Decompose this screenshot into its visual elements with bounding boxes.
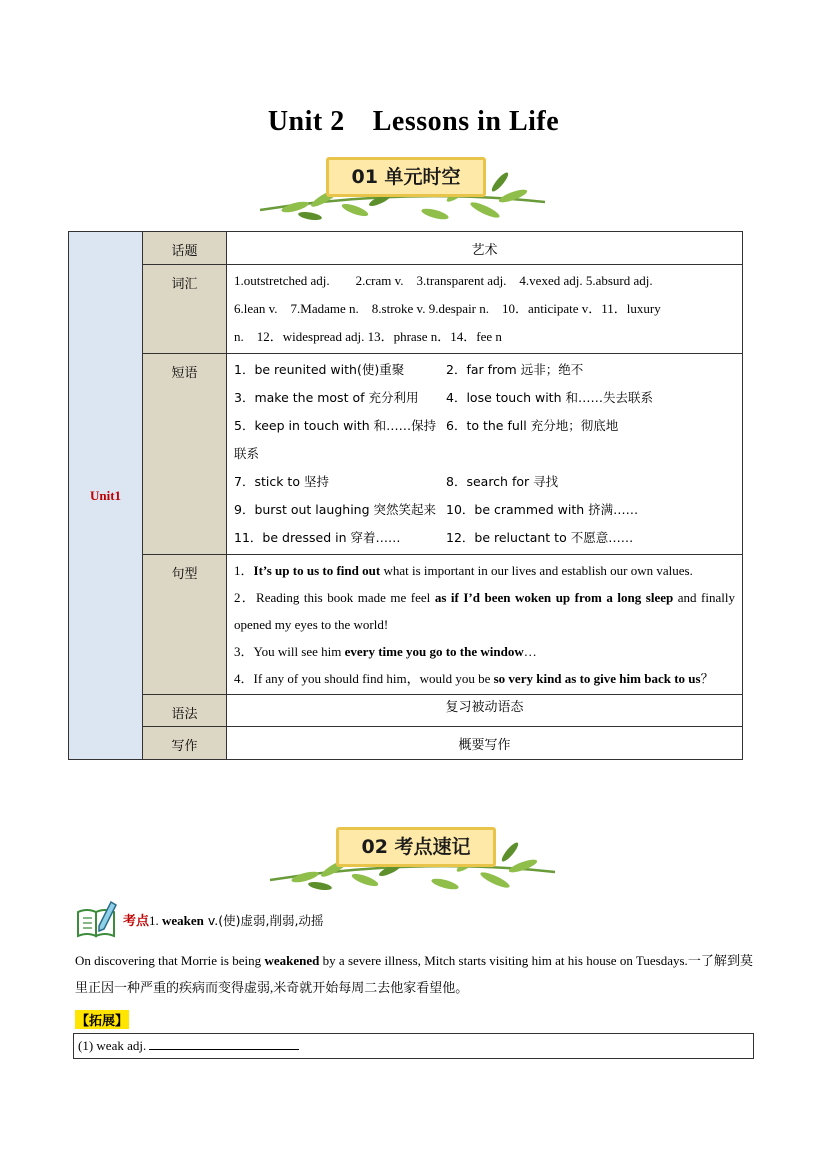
sentence-1: 1．It’s up to us to find out what is important in our lives and establish our own values. xyxy=(234,563,693,578)
example-sentence: On discovering that Morrie is being weakened by a severe illness, Mitch starts visiting him at his house on Tuesdays.一了解到莫里正因一种严重的疾病而变得虚弱,米奇就开始每周二去他家看望他。 xyxy=(75,953,753,995)
unit-overview-table xyxy=(68,231,743,760)
category-writing: 写作 xyxy=(143,727,227,760)
sentence-3: 3．You will see him every time you go to the window… xyxy=(234,644,537,659)
phrase-row: 5．keep in touch with 和……保持联系 6．to the full 充分地；彻底地 xyxy=(234,418,619,461)
phrase-row: 1．be reunited with(使)重聚 2．far from 远非；绝不 xyxy=(234,362,584,377)
extension-item: (1) weak adj. xyxy=(78,1038,150,1053)
extension-label: 【拓展】 xyxy=(75,1010,129,1029)
phrase-row: 7．stick to 坚持 8．search for 寻找 xyxy=(234,474,559,489)
vocab-content xyxy=(227,265,743,354)
phrases-content xyxy=(227,354,743,555)
key-point-heading: 考点1. weaken v.(使)虚弱,削弱,动摇 xyxy=(123,913,324,929)
book-pencil-icon xyxy=(75,898,119,940)
grammar-value: 复习被动语态 xyxy=(227,695,743,727)
sentence-2: 2．Reading this book made me feel as if I’d been woken up from a long sleep and finally opened my eyes to the world! xyxy=(234,590,735,632)
extension-box xyxy=(73,1033,754,1059)
category-vocab: 词汇 xyxy=(143,265,227,354)
sentences-content xyxy=(227,555,743,695)
page-title: Unit 2 Lessons in Life xyxy=(267,106,560,137)
category-phrases: 短语 xyxy=(143,354,227,555)
phrase-row: 11．be dressed in 穿着…… 12．be reluctant to 不愿意…… xyxy=(234,530,634,545)
answer-blank[interactable] xyxy=(149,1037,299,1050)
vocab-line: 1.outstretched adj. 2.cram v. 3.transparent adj. 4.vexed adj. 5.absurd adj. xyxy=(234,273,653,288)
section-badge-key-points xyxy=(265,822,565,902)
phrase-row: 9．burst out laughing 突然笑起来 10．be crammed with 挤满…… xyxy=(234,502,639,517)
vocab-line: 6.lean v. 7.Madame n. 8.stroke v. 9.despair n. 10．anticipate v．11．luxury xyxy=(234,301,661,316)
category-sentences: 句型 xyxy=(143,555,227,695)
unit-label: Unit1 xyxy=(69,232,143,760)
sentence-4: 4．If any of you should find him，would you be so very kind as to give him back to us？ xyxy=(234,671,714,686)
key-word: weaken xyxy=(162,913,204,928)
section-badge-label: 01 单元时空 xyxy=(326,157,486,197)
category-grammar: 语法 xyxy=(143,695,227,727)
vocab-line: n. 12．widespread adj. 13．phrase n．14．fee n xyxy=(234,329,502,344)
section-badge-label: 02 考点速记 xyxy=(336,827,496,867)
phrase-row: 3．make the most of 充分利用 4．lose touch with 和……失去联系 xyxy=(234,390,653,405)
section-badge-unit-overview xyxy=(255,152,555,232)
category-topic: 话题 xyxy=(143,232,227,265)
topic-value: 艺术 xyxy=(227,232,743,265)
writing-value: 概要写作 xyxy=(227,727,743,760)
